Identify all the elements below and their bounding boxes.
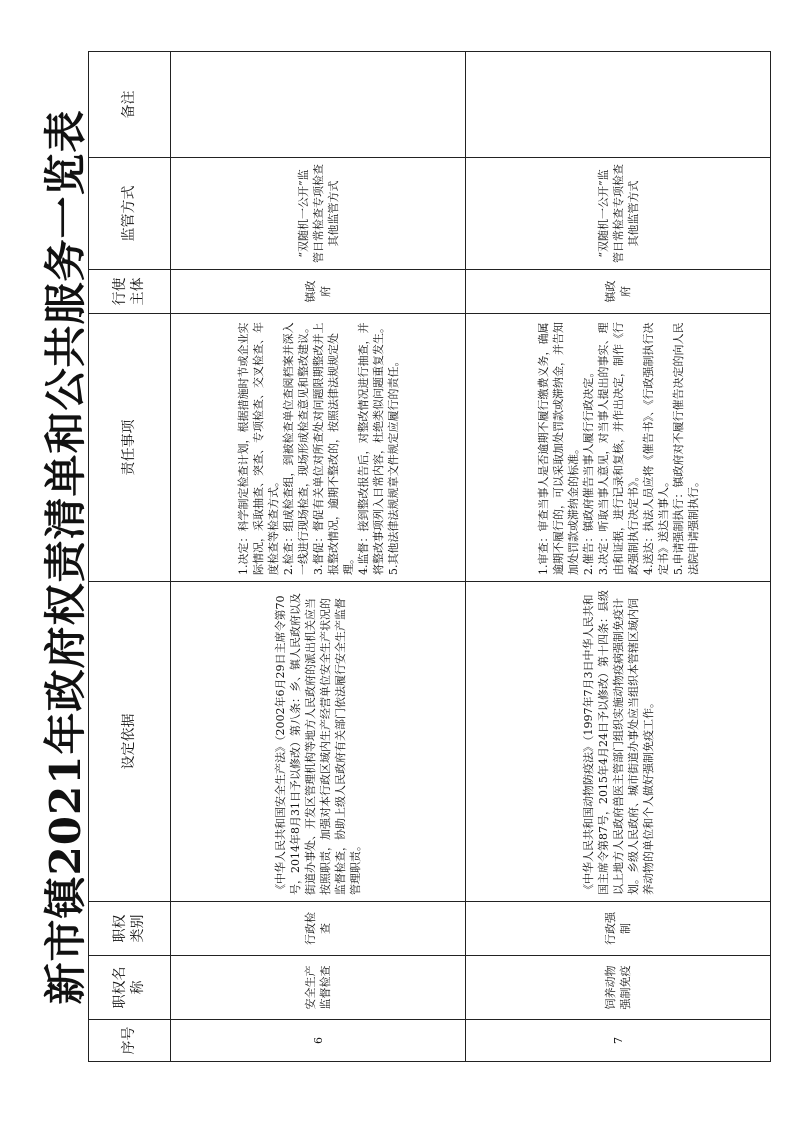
duty-item: 4.监督：接到整改报告后，对整改情况进行抽查，并将整改事项列入日常内容，杜绝类似问题重复发生。 xyxy=(356,322,385,575)
row-duties xyxy=(170,314,466,582)
row-no: 7 xyxy=(466,1020,771,1062)
page-title: 新市镇2021年政府权责清单和公共服务一览表 xyxy=(41,109,90,1005)
duty-item: 3.决定：听取当事人意见，对当事人提出的事实、理由和证据，进行记录和复核，并作出决定，制作《行政强制执行决定书》。 xyxy=(596,322,640,575)
row-no: 6 xyxy=(170,1020,466,1062)
row-basis: 《中华人民共和国动物防疫法》（1997年7月3日中华人民共和国主席令第87号，2015年4月24日予以修改）第十四条：县级以上地方人民政府兽医主管部门组织实施动物疫病强制免疫计划。乡级人民政府、城市街道办事处应当组织本管辖区域内饲养动物的单位和个人做好强制免疫工作。 xyxy=(466,582,771,902)
row-type: 行政强制 xyxy=(466,902,771,956)
duty-item: 2.检查：组成检查组，到被检查单位查阅档案并深入一线进行现场检查，现场形成检查意见和整改建议。 xyxy=(281,322,310,575)
row-subject: 镇政府 xyxy=(170,270,466,314)
duty-item: 5.其他法律法规规章文件规定应履行的责任。 xyxy=(386,355,400,575)
duty-item: 1.决定：科学制定检查计划，根据措施时节或企业实际情况，采取抽查、突查、专项检查、交叉检查、年度检查等检查方式。 xyxy=(236,322,280,575)
row-name: 饲养动物强制免疫 xyxy=(466,956,771,1020)
row-name: 安全生产监督检查 xyxy=(170,956,466,1020)
row-remark xyxy=(466,52,771,158)
header-duties: 责任事项 xyxy=(89,314,171,582)
duty-item: 2.催告：镇政府催告当事人履行行政决定。 xyxy=(581,366,595,575)
row-remark xyxy=(170,52,466,158)
header-remark: 备注 xyxy=(89,52,171,158)
row-type: 行政检查 xyxy=(170,902,466,956)
duties-table xyxy=(88,51,771,1062)
header-type: 职权类别 xyxy=(89,902,171,956)
duty-item: 1.审查：审查当事人是否逾期不履行缴费义务，确属逾期不履行的，可以采取加处罚款或滞纳金，并告知加处罚款或滞纳金的标准。 xyxy=(536,322,580,575)
header-name: 职权名称 xyxy=(89,956,171,1020)
table-row xyxy=(170,52,466,1062)
header-supervision: 监管方式 xyxy=(89,158,171,270)
row-duties xyxy=(466,314,771,582)
header-subject: 行使主体 xyxy=(89,270,171,314)
header-no: 序号 xyxy=(89,1020,171,1062)
header-basis: 设定依据 xyxy=(89,582,171,902)
row-supervision: “双随机一公开”监管日常检查专项检查其他监管方式 xyxy=(466,158,771,270)
row-basis: 《中华人民共和国安全生产法》（2002年6月29日主席令第70号，2014年8月31日予以修改）第八条：乡、镇人民政府以及街道办事处、开发区管理机构等地方人民政府的派出机关应当按照职责，加强对本行政区域内生产经营单位安全生产状况的监督检查，协助上级人民政府有关部门依法履行安全生产监督管理职责。 xyxy=(170,582,466,902)
duty-item: 4.送达：执法人员应将《催告书》、《行政强制执行决定书》送达当事人。 xyxy=(641,322,670,575)
row-subject: 镇政府 xyxy=(466,270,771,314)
duty-item: 5.申请强制执行：镇政府对不履行催告决定的向人民法院申请强制执行。 xyxy=(671,322,700,575)
row-supervision: “双随机一公开”监管日常检查专项检查其他监管方式 xyxy=(170,158,466,270)
duty-item: 3.督促：督促有关单位对所查处对问题限期整改并上报整改情况，逾期不整改的，按照法律法规规定处理。 xyxy=(311,322,355,575)
table-row xyxy=(466,52,771,1062)
table-header-row xyxy=(89,52,171,1062)
